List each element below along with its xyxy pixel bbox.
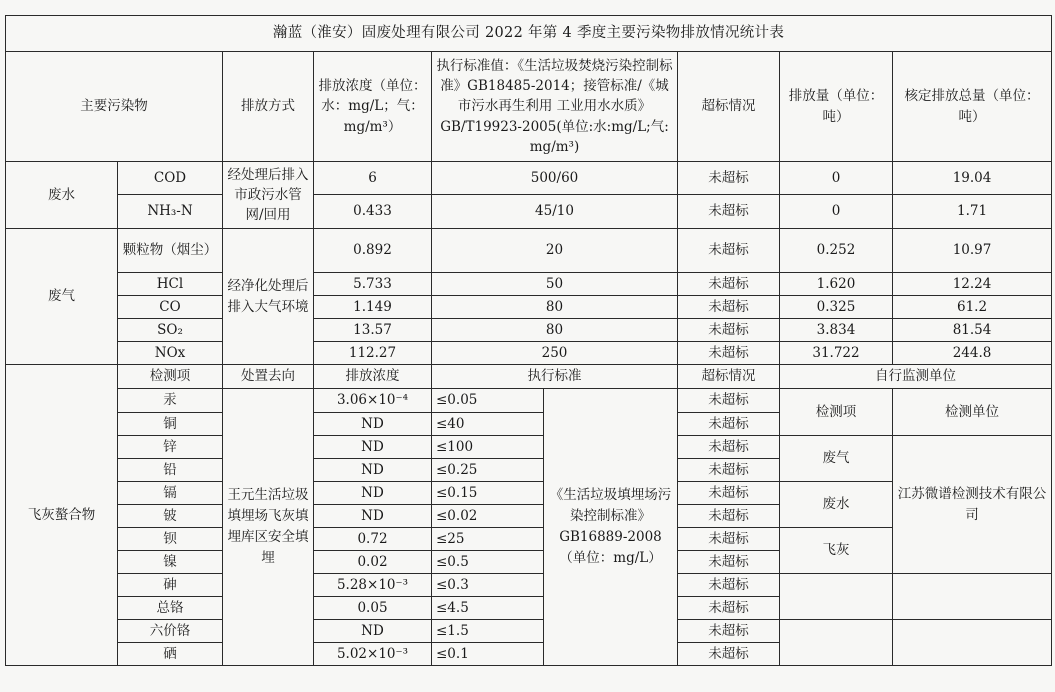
concentration-value: 5.28×10⁻³ bbox=[314, 574, 432, 597]
fly-ash-header-standard: 执行标准 bbox=[432, 365, 678, 389]
header-row bbox=[6, 52, 1052, 162]
metal-name: 总铬 bbox=[118, 597, 223, 620]
limit-value: ≤0.5 bbox=[432, 551, 544, 574]
exceed-status: 未超标 bbox=[678, 574, 780, 597]
table-row bbox=[6, 296, 1052, 319]
table-row bbox=[6, 195, 1052, 229]
concentration-value: ND bbox=[314, 505, 432, 528]
header-pollutant: 主要污染物 bbox=[6, 52, 223, 162]
limit-value: ≤0.02 bbox=[432, 505, 544, 528]
concentration-value: 0.433 bbox=[314, 195, 432, 229]
total-value: 12.24 bbox=[893, 273, 1052, 296]
pollutant-name: HCl bbox=[118, 273, 223, 296]
table-row bbox=[6, 620, 1052, 643]
amount-value: 0.252 bbox=[780, 229, 893, 273]
title-row bbox=[6, 16, 1052, 52]
amount-value: 31.722 bbox=[780, 342, 893, 365]
fly-ash-header-exceed: 超标情况 bbox=[678, 365, 780, 389]
table-row bbox=[6, 319, 1052, 342]
concentration-value: ND bbox=[314, 620, 432, 643]
exceed-status: 未超标 bbox=[678, 195, 780, 229]
exceed-status: 未超标 bbox=[678, 162, 780, 195]
monitor-unit: 江苏微谱检测技术有限公司 bbox=[893, 436, 1052, 574]
standard-value: 500/60 bbox=[432, 162, 678, 195]
amount-value: 0 bbox=[780, 162, 893, 195]
concentration-value: 0.72 bbox=[314, 528, 432, 551]
standard-value: 250 bbox=[432, 342, 678, 365]
exceed-status: 未超标 bbox=[678, 505, 780, 528]
exceed-status: 未超标 bbox=[678, 482, 780, 505]
concentration-value: ND bbox=[314, 413, 432, 436]
concentration-value: 6 bbox=[314, 162, 432, 195]
category-fly-ash: 飞灰螯合物 bbox=[6, 365, 118, 666]
monitor-item: 飞灰 bbox=[780, 528, 893, 574]
concentration-value: 112.27 bbox=[314, 342, 432, 365]
exceed-status: 未超标 bbox=[678, 597, 780, 620]
total-value: 19.04 bbox=[893, 162, 1052, 195]
exceed-status: 未超标 bbox=[678, 620, 780, 643]
exceed-status: 未超标 bbox=[678, 551, 780, 574]
amount-value: 3.834 bbox=[780, 319, 893, 342]
standard-value: 80 bbox=[432, 296, 678, 319]
metal-name: 汞 bbox=[118, 389, 223, 413]
exceed-status: 未超标 bbox=[678, 436, 780, 459]
limit-value: ≤1.5 bbox=[432, 620, 544, 643]
concentration-value: 0.05 bbox=[314, 597, 432, 620]
concentration-value: 1.149 bbox=[314, 296, 432, 319]
concentration-value: 0.02 bbox=[314, 551, 432, 574]
metal-name: 钡 bbox=[118, 528, 223, 551]
monitor-header-item: 检测项 bbox=[780, 389, 893, 436]
waste-gas-method: 经净化处理后排入大气环境 bbox=[223, 229, 314, 365]
metal-name: 铜 bbox=[118, 413, 223, 436]
exceed-status: 未超标 bbox=[678, 296, 780, 319]
limit-value: ≤0.1 bbox=[432, 643, 544, 666]
total-value: 81.54 bbox=[893, 319, 1052, 342]
exceed-status: 未超标 bbox=[678, 319, 780, 342]
limit-value: ≤0.3 bbox=[432, 574, 544, 597]
exceed-status: 未超标 bbox=[678, 459, 780, 482]
total-value: 1.71 bbox=[893, 195, 1052, 229]
metal-name: 锌 bbox=[118, 436, 223, 459]
metal-name: 硒 bbox=[118, 643, 223, 666]
exceed-status: 未超标 bbox=[678, 342, 780, 365]
pollutant-name: SO₂ bbox=[118, 319, 223, 342]
header-approved: 核定排放总量（单位：吨） bbox=[893, 52, 1052, 162]
limit-value: ≤25 bbox=[432, 528, 544, 551]
standard-value: 80 bbox=[432, 319, 678, 342]
exceed-status: 未超标 bbox=[678, 528, 780, 551]
metal-name: 镉 bbox=[118, 482, 223, 505]
monitor-empty-cell bbox=[893, 620, 1052, 666]
exceed-status: 未超标 bbox=[678, 643, 780, 666]
exceed-status: 未超标 bbox=[678, 273, 780, 296]
metal-name: 砷 bbox=[118, 574, 223, 597]
monitor-empty-cell bbox=[893, 574, 1052, 620]
fly-ash-disposal: 王元生活垃圾填埋场飞灰填埋库区安全填埋 bbox=[223, 389, 314, 666]
wastewater-method: 经处理后排入市政污水管网/回用 bbox=[223, 162, 314, 229]
exceed-status: 未超标 bbox=[678, 413, 780, 436]
pollutant-name: 颗粒物（烟尘） bbox=[118, 229, 223, 273]
exceed-status: 未超标 bbox=[678, 229, 780, 273]
header-standard: 执行标准值：《生活垃圾焚烧污染控制标准》GB18485-2014；接管标准/《城市污水再生利用 工业用水水质》GB/T19923-2005(单位:水:mg/L;气: mg/m³) bbox=[432, 52, 678, 162]
header-exceed: 超标情况 bbox=[678, 52, 780, 162]
total-value: 244.8 bbox=[893, 342, 1052, 365]
concentration-value: ND bbox=[314, 459, 432, 482]
pollutant-name: NOx bbox=[118, 342, 223, 365]
fly-ash-header-conc: 排放浓度 bbox=[314, 365, 432, 389]
concentration-value: 13.57 bbox=[314, 319, 432, 342]
concentration-value: ND bbox=[314, 482, 432, 505]
amount-value: 0.325 bbox=[780, 296, 893, 319]
monitor-header-unit: 检测单位 bbox=[893, 389, 1052, 436]
monitor-item: 废水 bbox=[780, 482, 893, 528]
concentration-value: ND bbox=[314, 436, 432, 459]
limit-value: ≤0.05 bbox=[432, 389, 544, 413]
total-value: 10.97 bbox=[893, 229, 1052, 273]
pollutant-table bbox=[5, 15, 1052, 666]
pollutant-name: COD bbox=[118, 162, 223, 195]
concentration-value: 5.733 bbox=[314, 273, 432, 296]
limit-value: ≤100 bbox=[432, 436, 544, 459]
metal-name: 镍 bbox=[118, 551, 223, 574]
amount-value: 0 bbox=[780, 195, 893, 229]
pollutant-name: CO bbox=[118, 296, 223, 319]
limit-value: ≤40 bbox=[432, 413, 544, 436]
table-row bbox=[6, 162, 1052, 195]
fly-ash-header-item: 检测项 bbox=[118, 365, 223, 389]
category-wastewater: 废水 bbox=[6, 162, 118, 229]
standard-value: 20 bbox=[432, 229, 678, 273]
limit-value: ≤0.25 bbox=[432, 459, 544, 482]
header-concentration: 排放浓度（单位：水：mg/L；气：mg/m³） bbox=[314, 52, 432, 162]
category-waste-gas: 废气 bbox=[6, 229, 118, 365]
monitor-item: 废气 bbox=[780, 436, 893, 482]
fly-ash-standard: 《生活垃圾填埋场污染控制标准》GB16889-2008（单位：mg/L） bbox=[544, 389, 678, 666]
header-method: 排放方式 bbox=[223, 52, 314, 162]
standard-value: 50 bbox=[432, 273, 678, 296]
limit-value: ≤0.15 bbox=[432, 482, 544, 505]
header-amount: 排放量（单位：吨） bbox=[780, 52, 893, 162]
table-row bbox=[6, 574, 1052, 597]
total-value: 61.2 bbox=[893, 296, 1052, 319]
concentration-value: 3.06×10⁻⁴ bbox=[314, 389, 432, 413]
limit-value: ≤4.5 bbox=[432, 597, 544, 620]
pollutant-name: NH₃-N bbox=[118, 195, 223, 229]
metal-name: 铍 bbox=[118, 505, 223, 528]
metal-name: 铅 bbox=[118, 459, 223, 482]
table-row bbox=[6, 273, 1052, 296]
table-row bbox=[6, 342, 1052, 365]
concentration-value: 0.892 bbox=[314, 229, 432, 273]
concentration-value: 5.02×10⁻³ bbox=[314, 643, 432, 666]
exceed-status: 未超标 bbox=[678, 389, 780, 413]
amount-value: 1.620 bbox=[780, 273, 893, 296]
table-row bbox=[6, 389, 1052, 413]
monitor-empty-cell bbox=[780, 620, 893, 666]
fly-ash-header-monitor: 自行监测单位 bbox=[780, 365, 1052, 389]
table-row bbox=[6, 436, 1052, 459]
fly-ash-header-disposal: 处置去向 bbox=[223, 365, 314, 389]
table-row bbox=[6, 229, 1052, 273]
metal-name: 六价铬 bbox=[118, 620, 223, 643]
table-title: 瀚蓝（淮安）固废处理有限公司 2022 年第 4 季度主要污染物排放情况统计表 bbox=[6, 16, 1052, 52]
fly-ash-header-row bbox=[6, 365, 1052, 389]
monitor-empty-cell bbox=[780, 574, 893, 620]
standard-value: 45/10 bbox=[432, 195, 678, 229]
